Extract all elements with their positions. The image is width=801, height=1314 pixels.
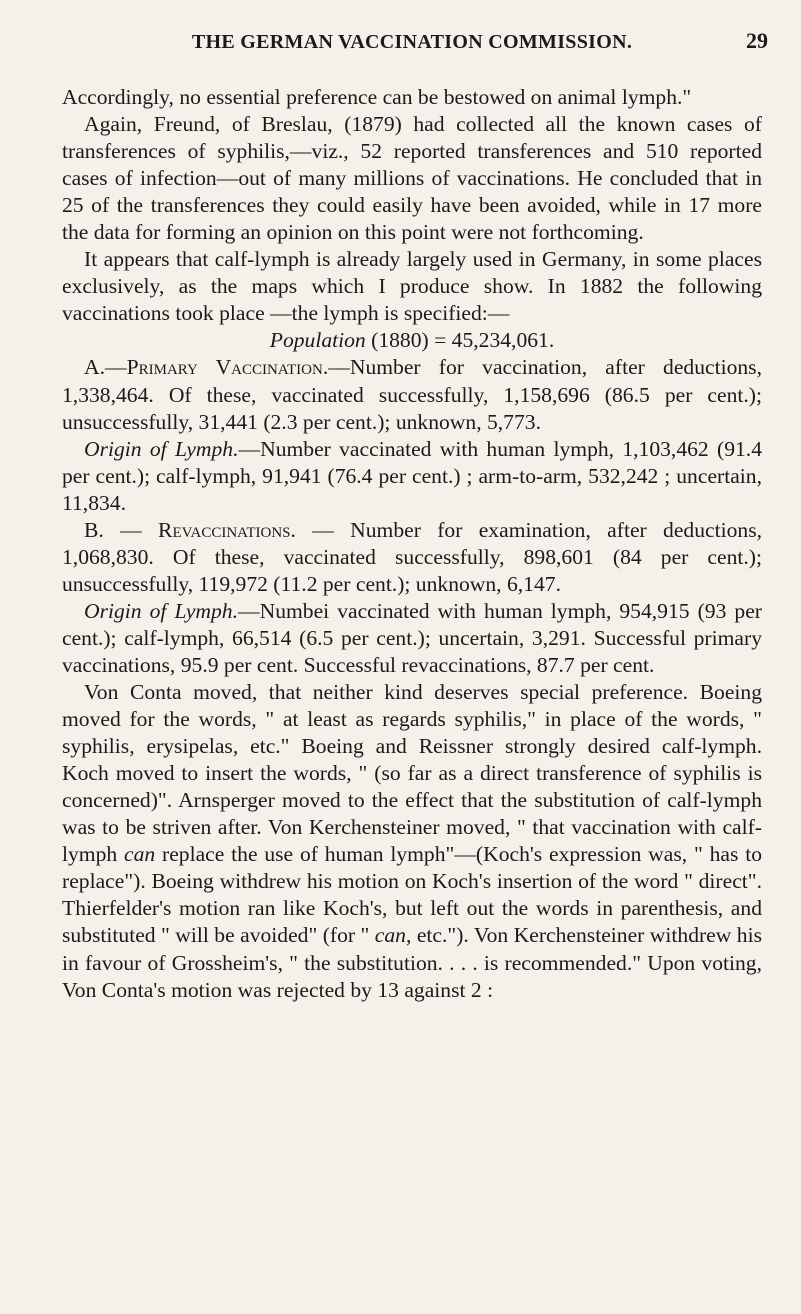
origin-b-text: —Numbei vaccinated with human lymph, 954,915 (93 per cent.); calf-lymph, 66,514 (6.5 per cent.); uncertain, 3,291. Successful primary vaccinations, 95.9 per cent. Successful revaccinations, 87.7 per cent. xyxy=(62,598,762,677)
section-b-heading: Revaccinations. xyxy=(158,517,296,542)
document-page xyxy=(62,0,768,1314)
page-number: 29 xyxy=(746,28,768,53)
running-head-title: THE GERMAN VACCINATION COMMISSION. xyxy=(191,31,633,53)
motions-text-1: Von Conta moved, that neither kind deserves special preference. Boeing moved for the words, " at least as regards syphilis," in place of the words, " syphilis, erysipelas, etc." Boeing and Reissner strongly desired calf-lymph. Koch moved to insert the words, " (so far as a direct transference of syphilis is concerned)". Arnsperger moved to the effect that the substitution of calf-lymph was to be striven after. Von Kerchensteiner moved, " that vaccination with calf-lymph xyxy=(62,680,762,867)
section-a-text: —Number for vaccination, after deductions, 1,338,464. Of these, vaccinated successfully, 1,158,696 (86.5 per cent.); unsuccessfully, 31,441 (2.3 per cent.); unknown, 5,773. xyxy=(62,355,762,434)
section-b-text: — Number for examination, after deductions, 1,068,830. Of these, vaccinated successfully, 898,601 (84 per cent.); unsuccessfully, 119,972 (11.2 per cent.); unknown, 6,147. xyxy=(62,517,763,596)
body-text xyxy=(62,84,762,1004)
section-a-marker: A.— xyxy=(84,355,127,380)
motions-emphasis-can: can xyxy=(124,842,156,867)
section-primary-vaccination xyxy=(62,354,762,435)
origin-of-lymph-b xyxy=(62,598,762,679)
origin-of-lymph-a xyxy=(62,436,762,517)
section-a-heading: Primary Vaccination. xyxy=(126,355,329,380)
population-value: (1880) = 45,234,061. xyxy=(365,328,555,353)
motions-text-2: replace the use of human lymph"—(Koch's expression was, " has to replace"). Boeing withdrew his motion on Koch's insertion of the word " direct". Thierfelder's motion ran like Koch's, but left out the words in parenthesis, and substituted " will be avoided" (for " xyxy=(62,842,762,948)
paragraph-accordingly: Accordingly, no essential preference can be bestowed on animal lymph." xyxy=(62,85,692,109)
section-revaccinations xyxy=(62,517,762,598)
paragraph-freund: Again, Freund, of Breslau, (1879) had collected all the known cases of transferences of syphilis,—viz., 52 reported transferences and 510 reported cases of infection—out of many millions of vaccinations. He concluded that in 25 of the transferences they could easily have been avoided, while in 17 more the data for forming an opinion on this point were not forthcoming. xyxy=(62,112,762,245)
motions-text-3: etc."). Von Kerchensteiner withdrew his in favour of Grossheim's, " the substitution. . . . is recommended." Upon voting, Von Conta's motion was rejected by 13 against 2 : xyxy=(62,923,762,1002)
motions-emphasis-can-etc: can, xyxy=(374,923,412,948)
section-b-marker: B. — xyxy=(84,517,159,542)
origin-a-label: Origin of Lymph. xyxy=(84,436,239,461)
paragraph-motions xyxy=(62,679,762,1004)
running-header xyxy=(62,0,768,54)
population-line xyxy=(62,327,762,354)
population-label: Population xyxy=(269,328,366,353)
paragraph-calf-lymph-germany: It appears that calf-lymph is already largely used in Germany, in some places exclusively, as the maps which I produce show. In 1882 the following vaccinations took place —the lymph is specified:— xyxy=(62,247,762,326)
origin-b-label: Origin of Lymph. xyxy=(84,598,238,623)
origin-a-text: —Number vaccinated with human lymph, 1,103,462 (91.4 per cent.); calf-lymph, 91,941 (76.4 per cent.) ; arm-to-arm, 532,242 ; uncertain, 11,834. xyxy=(62,436,762,515)
